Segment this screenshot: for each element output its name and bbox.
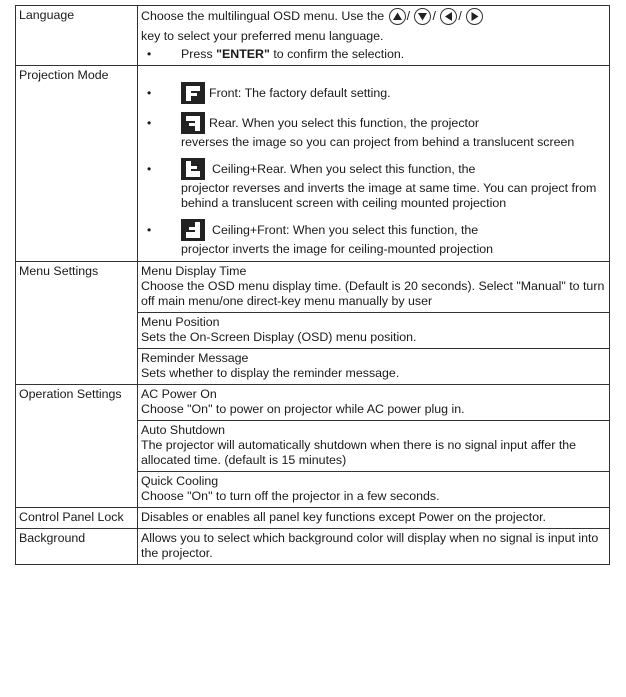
- item-text: Choose "On" to turn off the projector in a few seconds.: [141, 489, 440, 503]
- table-row-language: [16, 6, 610, 66]
- table-row-menu-settings-1: [16, 262, 610, 313]
- item-text: Choose the OSD menu display time. (Default is 20 seconds). Select "Manual" to turn off main menu/one direct-key menu manually by user: [141, 279, 605, 308]
- row-label: Background: [16, 529, 138, 565]
- bullet: •: [147, 115, 152, 130]
- bullet: •: [147, 47, 152, 61]
- row-description: Allows you to select which background color will display when no signal is input into the projector.: [138, 529, 610, 565]
- item-text: The projector will automatically shutdown when there is no signal input affer the allocated time. (default is 15 minutes): [141, 438, 577, 467]
- rear-projection-icon: [181, 112, 205, 134]
- item-title: Menu Position: [141, 315, 220, 329]
- projection-mode-rear: • Rear. When you select this function, the projector reverses the image so you can project from behind a translucent screen: [141, 112, 606, 150]
- auto-shutdown-cell: [138, 421, 610, 472]
- right-arrow-key-icon: [466, 8, 483, 25]
- row-label: Operation Settings: [16, 385, 138, 508]
- projection-mode-front: • Front: The factory default setting.: [141, 82, 606, 104]
- down-arrow-key-icon: [414, 8, 431, 25]
- item-title: AC Power On: [141, 387, 217, 401]
- bullet: •: [147, 85, 152, 100]
- menu-display-time-cell: [138, 262, 610, 313]
- reminder-message-cell: [138, 349, 610, 385]
- language-description: Choose the multilingual OSD menu. Use the / / /: [141, 8, 606, 25]
- projection-mode-ceiling-rear: • Ceiling+Rear. When you select this function, the projector reverses and inverts the image at same time. You can project from behind a translucent screen with ceiling mounted projection: [141, 158, 606, 211]
- bullet: •: [147, 222, 152, 237]
- item-title: Auto Shutdown: [141, 423, 226, 437]
- bullet: •: [147, 161, 152, 176]
- table-row-control-panel-lock: [16, 508, 610, 529]
- row-label: Projection Mode: [16, 66, 138, 262]
- left-arrow-key-icon: [440, 8, 457, 25]
- table-row-background: [16, 529, 610, 565]
- enter-confirm-bullet: • Press "ENTER" to confirm the selection.: [141, 47, 606, 62]
- projection-mode-ceiling-front: • Ceiling+Front: When you select this function, the projector inverts the image for ceiling-mounted projection: [141, 219, 606, 257]
- front-projection-icon: [181, 82, 205, 104]
- language-description-line2: key to select your preferred menu language.: [141, 29, 384, 43]
- item-title: Quick Cooling: [141, 474, 219, 488]
- ceiling-front-projection-icon: [181, 219, 205, 241]
- ceiling-rear-projection-icon: [181, 158, 205, 180]
- ac-power-on-cell: [138, 385, 610, 421]
- row-description: Disables or enables all panel key functions except Power on the projector.: [138, 508, 610, 529]
- row-description: [138, 6, 610, 66]
- row-description: [138, 66, 610, 262]
- table-row-projection-mode: [16, 66, 610, 262]
- up-arrow-key-icon: [389, 8, 406, 25]
- table-row-operation-settings-1: [16, 385, 610, 421]
- quick-cooling-cell: [138, 472, 610, 508]
- row-label: Control Panel Lock: [16, 508, 138, 529]
- row-label: Menu Settings: [16, 262, 138, 385]
- item-text: Choose "On" to power on projector while AC power plug in.: [141, 402, 465, 416]
- row-label: Language: [16, 6, 138, 66]
- osd-settings-table: [15, 5, 610, 565]
- item-text: Sets whether to display the reminder message.: [141, 366, 400, 380]
- item-title: Menu Display Time: [141, 264, 247, 278]
- menu-position-cell: [138, 313, 610, 349]
- enter-key-name: "ENTER": [216, 47, 270, 61]
- item-text: Sets the On-Screen Display (OSD) menu position.: [141, 330, 417, 344]
- item-title: Reminder Message: [141, 351, 249, 365]
